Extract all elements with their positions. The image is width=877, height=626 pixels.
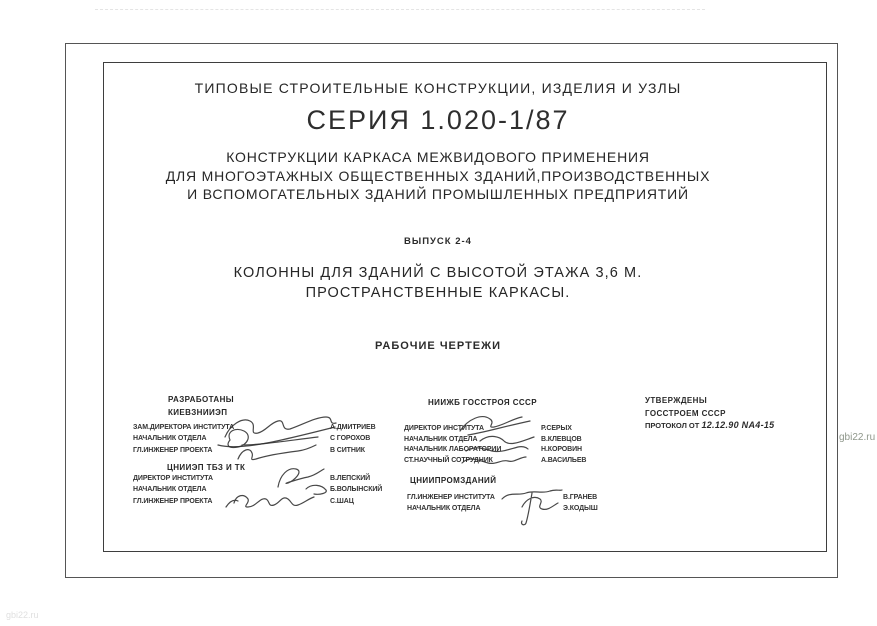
signature-row xyxy=(133,424,376,435)
person-name: С.ШАЦ xyxy=(330,497,354,505)
scope-line-1: КОНСТРУКЦИИ КАРКАСА МЕЖВИДОВОГО ПРИМЕНЕНИЯ xyxy=(226,149,650,165)
scan-artifact-line xyxy=(95,9,705,10)
position-label: НАЧАЛЬНИК ОТДЕЛА xyxy=(404,435,478,443)
position-label: ДИРЕКТОР ИНСТИТУТА xyxy=(133,475,213,482)
person-name: А.ДМИТРИЕВ xyxy=(330,424,376,431)
org-niizhb-name: НИИЖБ ГОССТРОЯ СССР xyxy=(428,398,537,407)
person-name: Б.ВОЛЫНСКИЙ xyxy=(330,486,383,494)
org-tsniipromzdaniy-signatures xyxy=(407,494,617,516)
person-name: А.ВАСИЛЬЕВ xyxy=(541,457,587,465)
signature-row xyxy=(133,498,368,509)
scope-line-3: И ВСПОМОГАТЕЛЬНЫХ ЗДАНИЙ ПРОМЫШЛЕННЫХ ПРЕДПРИЯТИЙ xyxy=(187,186,689,203)
person-name: С ГОРОХОВ xyxy=(330,435,371,443)
signature-row xyxy=(404,425,614,436)
position-label: ЗАМ.ДИРЕКТОРА ИНСТИТУТА xyxy=(133,424,235,431)
org-tsniiep-signatures xyxy=(133,475,383,509)
person-name: Н.КОРОВИН xyxy=(541,446,582,454)
person-name: В.КЛЕВЦОВ xyxy=(541,435,582,443)
watermark-bottom: gbi22.ru xyxy=(6,610,39,620)
position-label: НАЧАЛЬНИК ОТДЕЛА xyxy=(133,486,207,494)
signature-row xyxy=(133,447,368,458)
org-kievzniiep-name: КИЕВЗНИИЭП xyxy=(168,408,228,417)
person-name: В.ЛЕПСКИЙ xyxy=(330,475,371,482)
signature-row xyxy=(407,494,617,505)
subject-line-2: ПРОСТРАНСТВЕННЫЕ КАРКАСЫ. xyxy=(305,285,571,301)
developed-label: РАЗРАБОТАНЫ xyxy=(168,395,234,404)
protocol-prefix: ПРОТОКОЛ ОТ xyxy=(645,421,700,430)
org-kievzniiep-signatures xyxy=(133,424,376,458)
signature-row xyxy=(133,475,371,486)
person-name: В СИТНИК xyxy=(330,446,365,454)
subject-title xyxy=(103,263,773,303)
watermark-right: gbi22.ru xyxy=(839,432,876,443)
org-tsniiep-name: ЦНИИЭП ТБЗ И ТК xyxy=(167,463,246,472)
position-label: СТ.НАУЧНЫЙ СОТРУДНИК xyxy=(404,457,493,465)
person-name: Э.КОДЫШ xyxy=(563,505,598,512)
scope-description xyxy=(103,148,773,204)
protocol-line xyxy=(645,420,774,430)
scope-line-2: ДЛЯ МНОГОЭТАЖНЫХ ОБЩЕСТВЕННЫХ ЗДАНИЙ,ПРОИЗВОДСТВЕННЫХ xyxy=(165,167,711,184)
signature-row xyxy=(404,446,614,457)
position-label: ГЛ.ИНЖЕНЕР ПРОЕКТА xyxy=(133,446,213,454)
series-title: СЕРИЯ 1.020-1/87 xyxy=(306,105,570,135)
approval-block xyxy=(645,396,774,430)
subject-line-1: КОЛОННЫ ДЛЯ ЗДАНИЙ С ВЫСОТОЙ ЭТАЖА 3,6 М. xyxy=(233,265,643,281)
position-label: НАЧАЛЬНИК ЛАБОРАТОРИИ xyxy=(404,446,502,454)
org-tsniipromzdaniy-name: ЦНИИПРОМЗДАНИЙ xyxy=(410,476,497,485)
position-label: НАЧАЛЬНИК ОТДЕЛА xyxy=(407,505,481,512)
position-label: ДИРЕКТОР ИНСТИТУТА xyxy=(404,425,484,432)
signature-row xyxy=(133,435,371,446)
issue-number: ВЫПУСК 2-4 xyxy=(404,236,472,247)
protocol-date-number: 12.12.90 NА4-15 xyxy=(701,420,775,430)
position-label: НАЧАЛЬНИК ОТДЕЛА xyxy=(133,435,207,443)
signature-row xyxy=(404,457,614,468)
person-name: Р.СЕРЫХ xyxy=(541,425,572,432)
position-label: ГЛ.ИНЖЕНЕР ПРОЕКТА xyxy=(133,497,213,505)
signature-row xyxy=(133,486,383,497)
approved-label: УТВЕРЖДЕНЫ xyxy=(645,396,708,405)
person-name: В.ГРАНЕВ xyxy=(563,494,598,501)
signature-row xyxy=(404,436,614,447)
org-niizhb-signatures xyxy=(404,425,614,468)
signature-row xyxy=(407,505,617,516)
position-label: ГЛ.ИНЖЕНЕР ИНСТИТУТА xyxy=(407,494,495,501)
approved-by: ГОССТРОЕМ СССР xyxy=(645,409,726,418)
document-header: ТИПОВЫЕ СТРОИТЕЛЬНЫЕ КОНСТРУКЦИИ, ИЗДЕЛИЯ И УЗЛЫ xyxy=(194,80,682,96)
doc-type-label: РАБОЧИЕ ЧЕРТЕЖИ xyxy=(375,340,501,352)
